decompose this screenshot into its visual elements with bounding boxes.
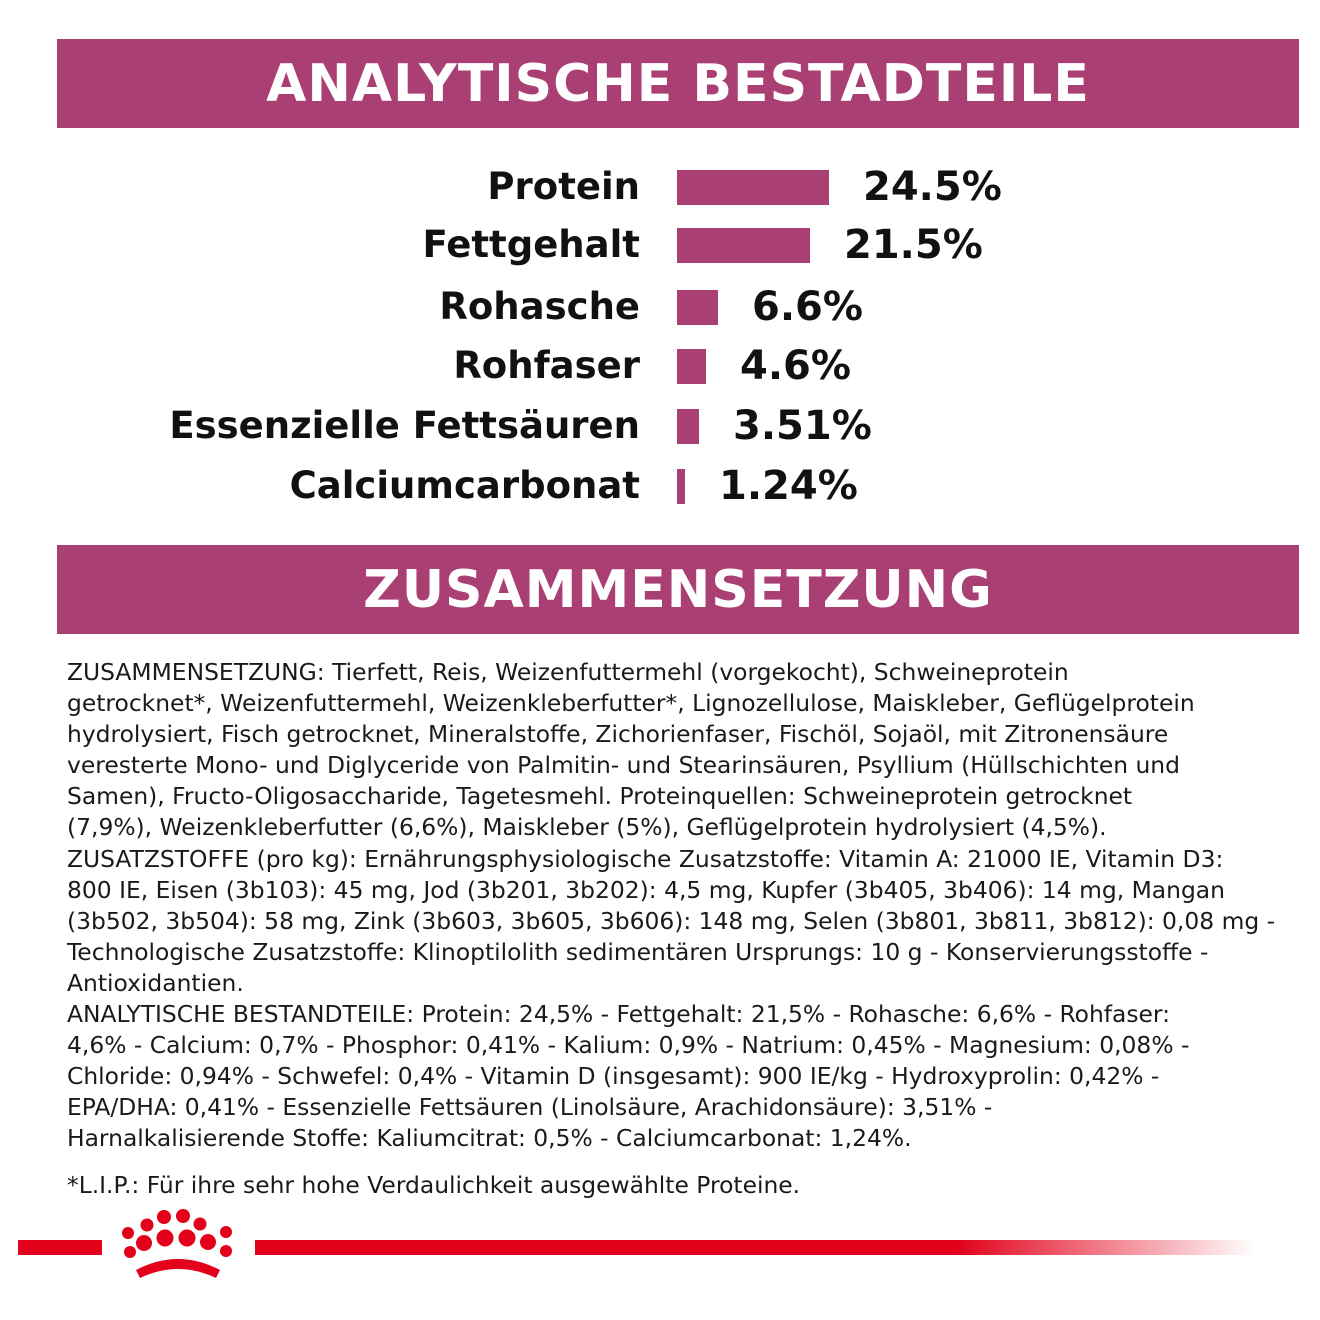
composition-line: Samen), Fructo-Oligosaccharide, Tagetesmehl. Proteinquellen: Schweineprotein getrocknet [67,782,1133,811]
nutrient-value: 21.5% [844,222,983,268]
composition-line: Technologische Zusatzstoffe: Klinoptilolith sedimentären Ursprungs: 10 g - Konservierungsstoffe - [67,937,1209,966]
nutrient-value: 6.6% [752,284,863,330]
nutrient-bar [677,349,706,384]
nutrient-label: Calciumcarbonat [289,464,640,507]
composition-line: 800 IE, Eisen (3b103): 45 mg, Jod (3b201, 3b202): 4,5 mg, Kupfer (3b405, 3b406): 14 mg, Mangan [67,875,1225,904]
composition-line: veresterte Mono- und Diglyceride von Palmitin- und Stearinsäuren, Psyllium (Hüllschichten und [67,751,1180,780]
nutrient-value: 1.24% [719,463,858,509]
nutrient-bar [677,290,718,325]
analytical-constituents-title: ANALYTISCHE BESTADTEILE [266,53,1090,114]
nutrient-label: Protein [487,165,640,208]
composition-line: (7,9%), Weizenkleberfutter (6,6%), Maiskleber (5%), Geflügelprotein hydrolysiert (4,5%). [67,813,1107,842]
nutrient-bar [677,170,829,205]
nutrient-bar [677,469,685,504]
nutrient-label: Essenzielle Fettsäuren [169,404,640,447]
nutrient-row [0,284,1320,330]
composition-line: hydrolysiert, Fisch getrocknet, Mineralstoffe, Zichorienfaser, Fischöl, Sojaöl, mit Zitronensäure [67,720,1169,749]
analytical-constituents-banner [57,39,1299,128]
nutrient-row [0,403,1320,449]
nutrient-bar [677,409,699,444]
nutrient-label: Fettgehalt [422,223,640,266]
nutrient-row [0,343,1320,389]
composition-line: (3b502, 3b504): 58 mg, Zink (3b603, 3b605, 3b606): 148 mg, Selen (3b801, 3b811, 3b812): 0,08 mg - [67,906,1276,935]
composition-text [67,657,1307,1155]
nutrient-label: Rohfaser [453,344,640,387]
nutrient-value: 3.51% [733,403,872,449]
composition-line: ANALYTISCHE BESTANDTEILE: Protein: 24,5% - Fettgehalt: 21,5% - Rohasche: 6,6% - Rohfaser: [67,1000,1171,1029]
nutrient-value: 24.5% [863,164,1002,210]
nutrient-label: Rohasche [439,285,640,328]
composition-line: Harnalkalisierende Stoffe: Kaliumcitrat: 0,5% - Calciumcarbonat: 1,24%. [67,1124,912,1153]
composition-line: Chloride: 0,94% - Schwefel: 0,4% - Vitamin D (insgesamt): 900 IE/kg - Hydroxyprolin: 0,42% - [67,1062,1160,1091]
crown-logo-icon [108,1208,250,1286]
composition-banner [57,545,1299,634]
nutrient-row [0,164,1320,210]
nutrient-row [0,463,1320,509]
composition-line: getrocknet*, Weizenfuttermehl, Weizenkleberfutter*, Lignozellulose, Maiskleber, Geflügelprotein [67,689,1195,718]
brand-line-right [255,1240,1255,1255]
footnote: *L.I.P.: Für ihre sehr hohe Verdaulichkeit ausgewählte Proteine. [67,1171,801,1199]
composition-line: ZUSATZSTOFFE (pro kg): Ernährungsphysiologische Zusatzstoffe: Vitamin A: 21000 IE, Vitamin D3: [67,844,1224,873]
composition-line: Antioxidantien. [67,968,244,997]
composition-title: ZUSAMMENSETZUNG [363,559,993,620]
composition-line: EPA/DHA: 0,41% - Essenzielle Fettsäuren (Linolsäure, Arachidonsäure): 3,51% - [67,1093,993,1122]
composition-line: 4,6% - Calcium: 0,7% - Phosphor: 0,41% - Kalium: 0,9% - Natrium: 0,45% - Magnesium: 0,08% - [67,1031,1190,1060]
nutrient-bar [677,228,810,263]
nutrient-value: 4.6% [740,343,851,389]
nutrient-row [0,222,1320,268]
brand-line-left [18,1240,102,1255]
composition-line: ZUSAMMENSETZUNG: Tierfett, Reis, Weizenfuttermehl (vorgekocht), Schweineprotein [67,658,1069,686]
